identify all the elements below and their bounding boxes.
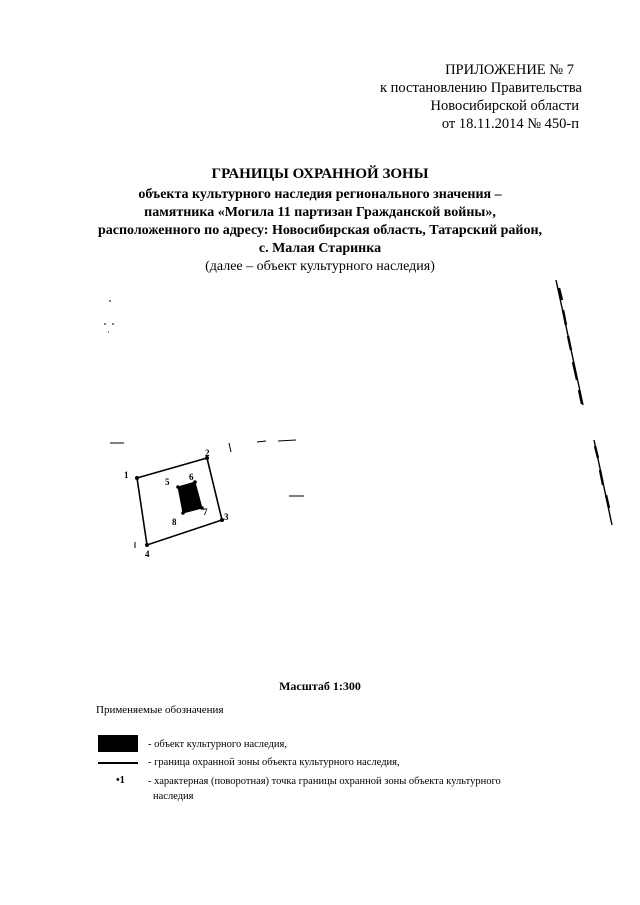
legend-boundary-line-symbol (98, 762, 138, 764)
heading-line-1: объекта культурного наследия регионального значения – (138, 187, 502, 202)
legend-boundary-line-text: - граница охранной зоны объекта культурного наследия, (148, 757, 400, 768)
boundary-map (0, 280, 640, 580)
legend-heritage-object-text: - объект культурного наследия, (148, 739, 287, 750)
point-label-8: 8 (172, 517, 177, 527)
protection-zone-boundary (137, 458, 222, 545)
legend-point-marker-text-cont: наследия (153, 791, 194, 802)
point-label-2: 2 (205, 448, 210, 458)
annex-line-1: к постановлению Правительства (380, 80, 582, 96)
annex-line-2: Новосибирской области (430, 98, 579, 114)
point-label-6: 6 (189, 472, 194, 482)
heading-note: (далее – объект культурного наследия) (205, 259, 435, 274)
road-line-upper (556, 280, 583, 405)
heading-line-3: расположенного по адресу: Новосибирская область, Татарский район, (97, 223, 543, 238)
heading-line-4: с. Малая Старинка (258, 241, 382, 256)
heading-block (0, 165, 640, 276)
point-label-7: 7 (203, 507, 208, 517)
annex-line-3: от 18.11.2014 № 450-п (441, 116, 579, 132)
legend-heading: Применяемые обозначения (96, 704, 224, 716)
point-label-4: 4 (145, 549, 150, 559)
legend-heritage-object-symbol (98, 735, 138, 752)
point-label-1: 1 (124, 470, 129, 480)
map-scale: Масштаб 1:300 (279, 679, 361, 693)
annex-block (380, 61, 582, 133)
heritage-object (178, 482, 202, 513)
heading-line-2: памятника «Могила 11 партизан Гражданской войны», (144, 205, 496, 220)
legend-point-marker-text: - характерная (поворотная) точка границы охранной зоны объекта культурного (148, 776, 501, 787)
road-line-lower (594, 440, 612, 525)
heading-main: ГРАНИЦЫ ОХРАННОЙ ЗОНЫ (211, 166, 429, 182)
legend-point-marker-symbol: •1 (116, 775, 125, 786)
point-label-5: 5 (165, 477, 170, 487)
point-label-3: 3 (224, 512, 229, 522)
annex-title: ПРИЛОЖЕНИЕ № 7 (445, 62, 574, 78)
